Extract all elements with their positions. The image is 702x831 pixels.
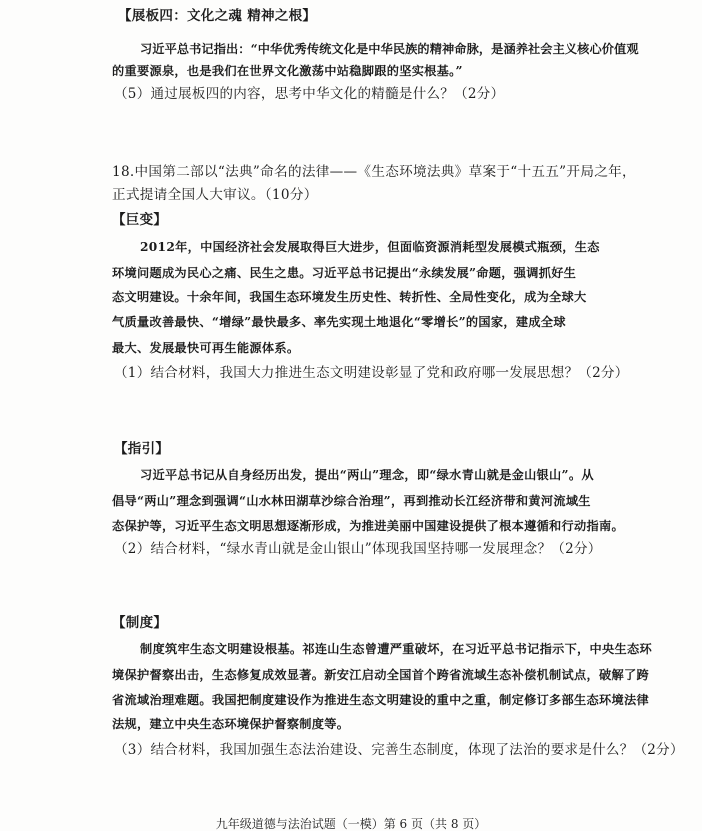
section2-para-line: 态保护等，习近平生态文明思想逐渐形成，为推进美丽中国建设提供了根本遵循和行动指南。 <box>112 519 624 533</box>
section1-question: （1）结合材料，我国大力推进生态文明建设彰显了党和政府哪一发展思想？（2分） <box>114 365 629 381</box>
section1-para-line: 环境问题成为民心之痛、民生之患。习近平总书记提出“永续发展”命题，强调抓好生 <box>112 266 577 280</box>
q18-intro-line2: 正式提请全国人大审议。（10分） <box>112 187 318 203</box>
section3-heading: 【制度】 <box>112 615 168 631</box>
section2-para-line: 习近平总书记从自身经历出发，提出“两山”理念，即“绿水青山就是金山银山”。从 <box>140 468 594 482</box>
section1-para-line: 最大、发展最快可再生能源体系。 <box>112 341 300 355</box>
section2-para-line: 倡导“两山”理念到强调“山水林田湖草沙综合治理”，再到推动长江经济带和黄河流域生 <box>112 494 591 508</box>
section1-para-line: 态文明建设。十余年间，我国生态环境发生历史性、转折性、全局性变化，成为全球大 <box>112 290 587 304</box>
section3-para-line: 境保护督察出击，生态修复成效显著。新安江启动全国首个跨省流域生态补偿机制试点，破解了跨 <box>112 668 649 682</box>
section1-heading: 【巨变】 <box>112 212 168 228</box>
panel4-heading: 【展板四：文化之魂 精神之根】 <box>118 8 317 24</box>
section2-heading: 【指引】 <box>114 441 170 457</box>
q18-intro-line1: 18.中国第二部以“法典”命名的法律——《生态环境法典》草案于“十五五”开局之年， <box>112 164 636 180</box>
section3-para-line: 制度筑牢生态文明建设根基。祁连山生态曾遭严重破坏，在习近平总书记指示下，中央生态环 <box>140 642 652 656</box>
section3-question: （3）结合材料，我国加强生态法治建设、完善生态制度，体现了法治的要求是什么？（2分） <box>114 742 684 758</box>
panel4-question: （5）通过展板四的内容，思考中华文化的精髓是什么？（2分） <box>114 86 505 102</box>
section2-question: （2）结合材料，“绿水青山就是金山银山”体现我国坚持哪一发展理念？（2分） <box>114 541 602 557</box>
panel4-quote-line2: 的重要源泉，也是我们在世界文化激荡中站稳脚跟的坚实根基。” <box>112 64 463 78</box>
panel4-quote-line1: 习近平总书记指出：“中华优秀传统文化是中华民族的精神命脉，是涵养社会主义核心价值观 <box>140 42 639 56</box>
section1-para-line: 气质量改善最快、“增绿”最快最多、率先实现土地退化“零增长”的国家，建成全球 <box>112 315 566 329</box>
section3-para-line: 省流域治理难题。我国把制度建设作为推进生态文明建设的重中之重，制定修订多部生态环境法律 <box>112 693 649 707</box>
section1-para-line: 2012年，中国经济社会发展取得巨大进步，但面临资源消耗型发展模式瓶颈，生态 <box>140 240 600 254</box>
section3-para-line: 法规，建立中央生态环境保护督察制度等。 <box>112 717 350 731</box>
page-footer: 九年级道德与法治试题（一模）第 6 页（共 8 页） <box>215 817 487 831</box>
